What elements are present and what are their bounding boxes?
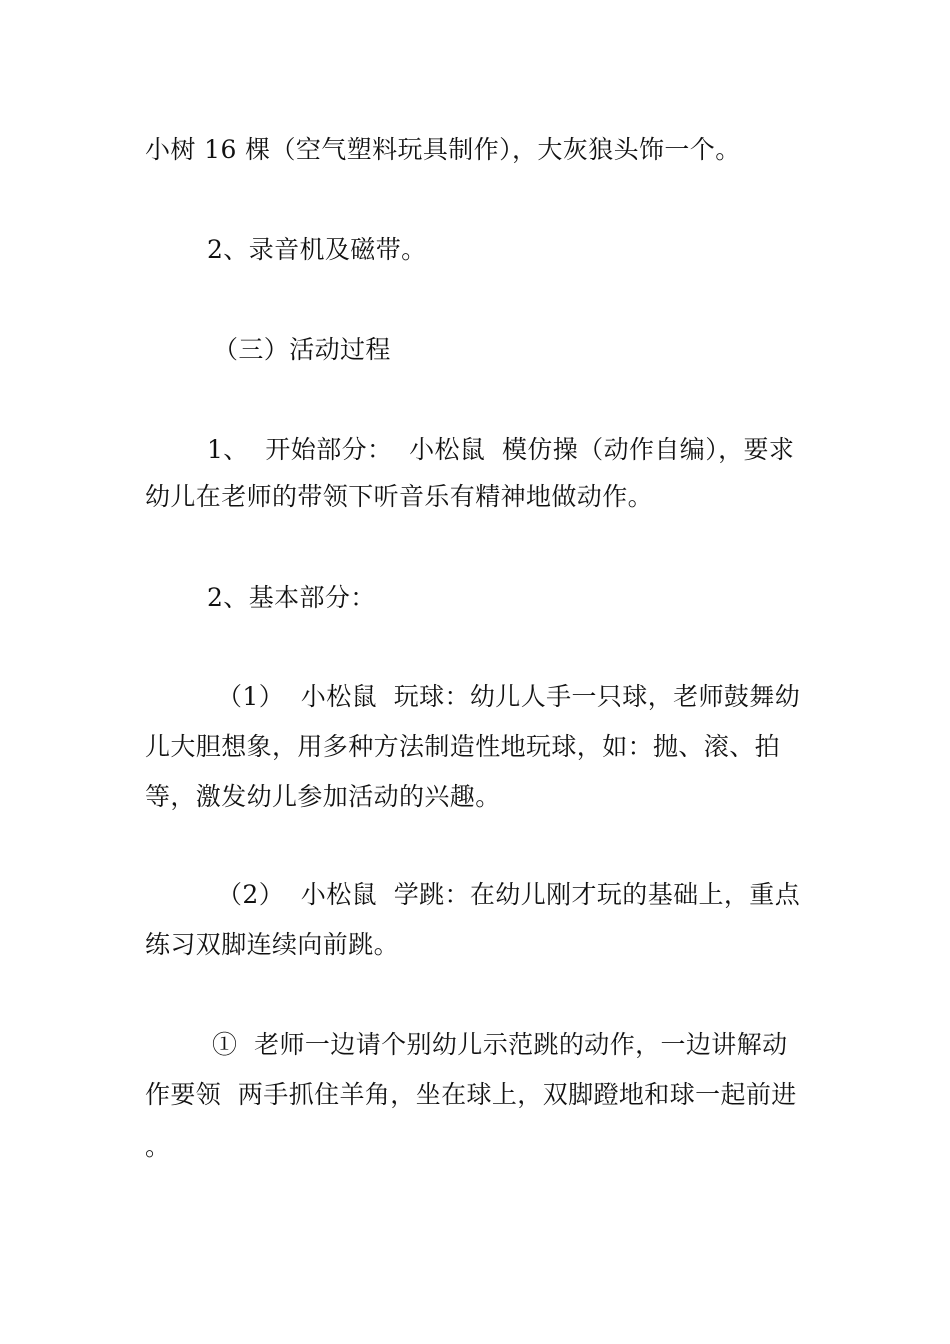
text-line: （1） 小松鼠 玩球：幼儿人手一只球，老师鼓舞幼 [217,682,801,711]
text-line: 。 [145,1132,171,1161]
text-line: 儿大胆想象，用多种方法制造性地玩球，如：抛、滚、拍 [145,732,781,761]
text-line: 1、 开始部分： 小松鼠 模仿操（动作自编），要求 [207,435,795,464]
text-line: ① 老师一边请个别幼儿示范跳的动作，一边讲解动 [212,1030,788,1059]
text-line: （2） 小松鼠 学跳：在幼儿刚才玩的基础上，重点 [217,880,801,909]
text-line: 2、基本部分： [207,583,376,612]
text-line: 小树 16 棵（空气塑料玩具制作），大灰狼头饰一个。 [145,135,741,164]
text-line: 练习双脚连续向前跳。 [145,930,400,959]
text-line: 等，激发幼儿参加活动的兴趣。 [145,782,501,811]
section-heading: （三）活动过程 [213,335,391,364]
text-line: 幼儿在老师的带领下听音乐有精神地做动作。 [145,482,654,511]
text-line: 作要领 两手抓住羊角，坐在球上，双脚蹬地和球一起前进 [145,1080,797,1109]
text-line: 2、录音机及磁带。 [207,235,427,264]
